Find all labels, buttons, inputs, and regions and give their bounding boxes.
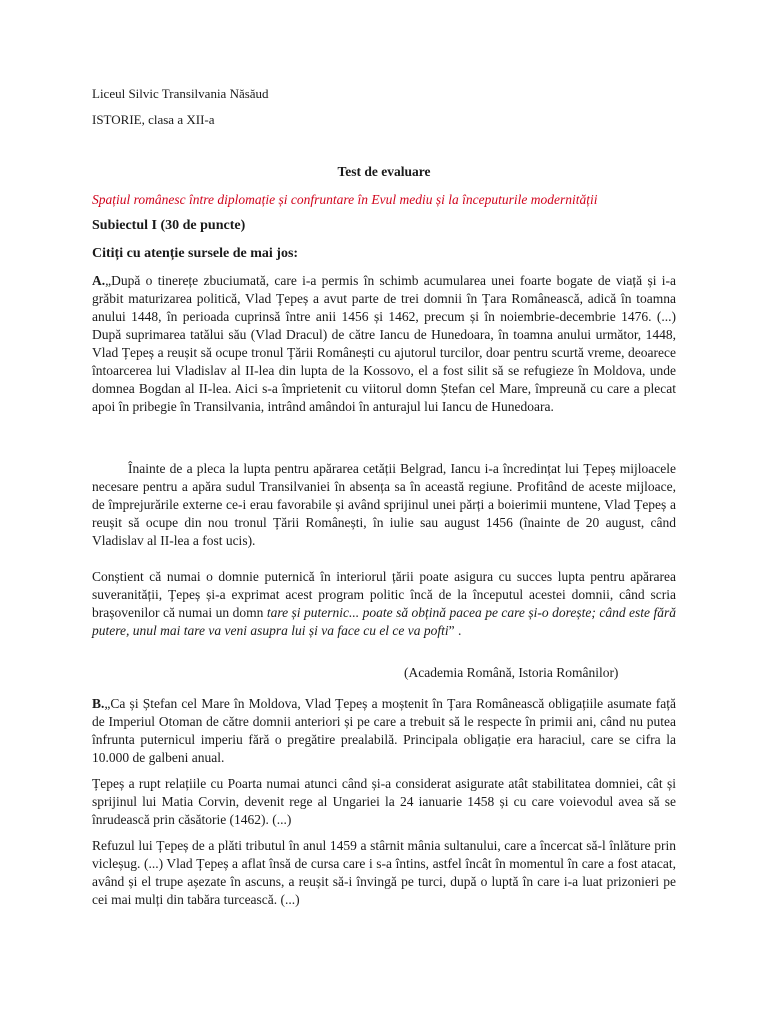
source-a-label: A. [92,273,106,288]
source-a-text-1: „După o tinerețe zbuciumată, care i-a permis în schimb acumularea unei foarte bogate de viață și i-a grăbit maturizarea politică, Vlad Țepeș a avut parte de trei domnii în Țara Românească, adică în toamna anului 1448, în perioada cuprinsă între anii 1456 și 1462, precum și în noiembrie-decembrie 1476. (...) După suprimarea tatălui său (Vlad Dracul) de către Iancu de Hunedoara, în toamna anului următor, 1448, Vlad Țepeș a reușit să ocupe tronul Țării Românești cu ajutorul turcilor, doar pentru scurtă vreme, deoarece întoarcerea lui Vladislav al II-lea din lupta de la Kossovo, el a fost silit să se refugieze în Moldova, unde domnea Bogdan al II-lea. Aici s-a împrietenit cu viitorul domn Ștefan cel Mare, împreună cu care a plecat apoi în pribegie în Transilvania, intrând amândoi în anturajul lui Iancu de Hunedoara. [92,273,676,414]
source-b-paragraph-2: Țepeș a rupt relațiile cu Poarta numai atunci când și-a considerat asigurate atât stabilitatea domniei, cât și sprijinul lui Matia Corvin, devenit rege al Ungariei la 24 ianuarie 1458 și cu care voievodul avea să se înrudească prin căsătorie (1462). (...) [92,776,676,827]
subject-heading: Subiectul I (30 de puncte) [92,218,246,233]
source-a-paragraph-3 [92,568,676,640]
subject-grade: ISTORIE, clasa a XII-a [92,112,215,127]
source-a-text-3-start: Conștient că numai o domnie puternică în interiorul țării poate asigura cu succes lupta pentru apărarea suveranității, Țepeș și-a exprimat acest program politic încă de la începutul acestei domnii, când scria brașovenilor că numai un domn [92,569,676,620]
source-a-paragraph-2: Înainte de a pleca la lupta pentru apărarea cetății Belgrad, Iancu i-a încredințat lui Țepeș mijloacele necesare pentru a apăra sudul Transilvaniei în absența sa în această regiune. Profitând de aceste mijloace, de împrejurările externe ce-i erau favorabile și având sprijinul unei părți a boierimii muntene, Vlad Țepeș a reușit să ocupe din nou tronul Țării Românești, în iulie sau august 1456 (înainte de 20 august, când Vladislav al II-lea a fost ucis). [92,461,676,548]
source-b-label: B. [92,696,105,711]
source-b-paragraph-3: Refuzul lui Țepeș de a plăti tributul în anul 1459 a stârnit mânia sultanului, care a încercat să-l înlăture prin vicleșug. (...) Vlad Țepeș a aflat însă de cursa care i s-a întins, astfel încât în momentul în care a fost atacat, având și el trupe așezate în ascuns, a reușit să-i învingă pe turci, după o luptă în care i-a luat prizonieri pe cei mai mulți din tabăra turcească. (...) [92,838,676,907]
source-a-text-3-end: ” . [448,623,462,638]
source-b-text-1: „Ca și Ștefan cel Mare în Moldova, Vlad Țepeș a moștenit în Țara Românească obligațiile asumate față de Imperiul Otoman de către domnii anteriori și pe care a trebuit să le respecte în primii ani, când nu putea înfrunta puternicul imperiu fără o pregătire prealabilă. Principala obligație era haraciul, care se cifra la 10.000 de galbeni anual. [92,696,676,765]
source-a-paragraph-1 [92,272,676,416]
school-name: Liceul Silvic Transilvania Năsăud [92,86,269,101]
instruction-text: Citiți cu atenție sursele de mai jos: [92,246,299,261]
source-a-citation: (Academia Română, Istoria Românilor) [404,665,619,680]
test-subtitle: Spațiul românesc între diplomație și confruntare în Evul mediu și la începuturile modernității [92,192,598,207]
source-b-paragraph-1 [92,695,676,767]
source-a-quote: tare și puternic... poate să obțină pacea pe care și-o dorește; când este fără putere, unul mai tare va veni asupra lui și va face cu el ce va pofti [92,605,677,638]
test-title: Test de evaluare [337,164,431,179]
